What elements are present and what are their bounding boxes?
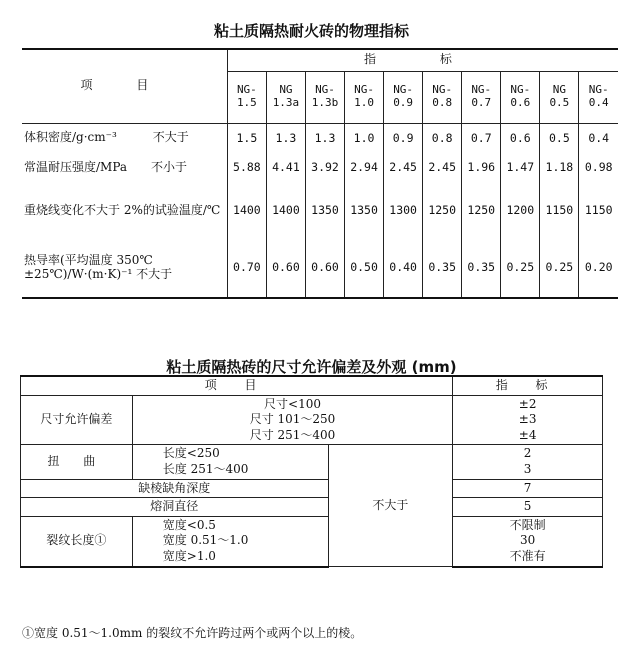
index-item-label: 重烧线变化不大于 2%的试验温度/℃ [24,202,221,217]
index-value: 3.92 [305,153,344,183]
index-value: 0.25 [501,238,540,298]
grade-code: 0.7 [471,96,492,109]
index-value: 4.41 [266,153,305,183]
index-value: 0.40 [384,238,423,298]
index-value: 0.8 [423,123,462,153]
melt-hole-label: 熔洞直径 [21,498,329,517]
twist-range: 长度<250 [162,446,220,461]
grade-prefix: NG- [510,83,531,97]
table2-index-header: 指 标 [453,376,603,395]
grade-header [227,71,266,123]
size-value: ±2 [518,396,537,411]
index-value: 1300 [384,183,423,238]
grade-header [345,71,384,123]
grade-prefix: NG- [432,83,453,97]
melt-hole-value: 5 [453,498,603,517]
size-value: ±4 [518,427,537,442]
index-value: 1.0 [345,123,384,153]
index-value: 1.96 [462,153,501,183]
crack-value: 不限制 [509,517,546,532]
grade-prefix: NG [552,83,566,97]
index-value: 2.45 [423,153,462,183]
index-value: 1250 [423,183,462,238]
index-value: 1150 [579,183,618,238]
index-value: 2.45 [384,153,423,183]
index-row [22,123,618,153]
size-value: ±3 [518,412,537,427]
grade-code: 1.3a [272,96,300,109]
index-value: 1150 [540,183,579,238]
index-value: 1.5 [227,123,266,153]
index-value: 1.18 [540,153,579,183]
index-value: 2.94 [345,153,384,183]
grade-header [462,71,501,123]
index-value: 1400 [266,183,305,238]
size-tolerance-ranges [132,395,452,445]
index-value: 0.70 [227,238,266,298]
physical-index-table [22,48,618,299]
crack-range: 宽度 0.51～1.0 [162,533,249,548]
table2-title: 粘土质隔热砖的尺寸允许偏差及外观 (mm) [166,358,457,376]
index-value: 0.98 [579,153,618,183]
grade-code: 0.4 [588,96,609,109]
grade-header [384,71,423,123]
index-value: 0.60 [305,238,344,298]
twist-ranges [132,445,328,479]
crack-value: 不准有 [509,548,546,563]
index-item-label: 热导率(平均温度 350℃±25℃)/W·(m·K)⁻¹ 不大于 [22,238,227,298]
crack-ranges [132,516,328,566]
twist-value: 3 [523,461,532,476]
item-header: 项 目 [22,49,227,123]
size-tolerance-values [453,395,603,445]
crack-label: 裂纹长度① [21,516,133,566]
grade-code: 1.0 [354,96,374,109]
edge-corner-label: 缺棱缺角深度 [21,479,329,498]
grade-prefix: NG- [354,83,374,97]
grade-code: 1.5 [236,96,257,109]
grade-header [540,71,579,123]
not-more-than-label: 不大于 [328,445,453,567]
table1-title: 粘土质隔热耐火砖的物理指标 [213,22,409,40]
dimension-tolerance-table [20,375,603,568]
size-tolerance-label: 尺寸允许偏差 [21,395,133,445]
index-value: 0.35 [462,238,501,298]
footnote: ①宽度 0.51～1.0mm 的裂纹不允许跨过两个或两个以上的棱。 [22,626,363,640]
twist-value: 2 [523,446,532,461]
index-value: 0.25 [540,238,579,298]
size-range: 尺寸<100 [264,396,321,411]
twist-label: 扭 曲 [21,445,133,479]
twist-range: 长度 251～400 [162,461,249,476]
size-range: 尺寸 251～400 [249,427,336,442]
index-value: 0.35 [423,238,462,298]
size-range: 尺寸 101～250 [249,412,336,427]
grade-prefix: NG- [588,83,609,97]
index-value: 0.60 [266,238,305,298]
grade-prefix: NG [279,83,293,97]
index-header: 指 标 [227,49,618,71]
index-value: 5.88 [227,153,266,183]
grade-code: 0.9 [393,96,414,109]
grade-prefix: NG- [236,83,257,97]
index-row [22,153,618,183]
index-row [22,238,618,298]
index-value: 1.47 [501,153,540,183]
index-value: 0.6 [501,123,540,153]
grade-header [266,71,305,123]
grade-code: 0.8 [432,96,453,109]
index-value: 1.3 [266,123,305,153]
index-value: 1.3 [305,123,344,153]
index-value: 0.20 [579,238,618,298]
grade-code: 0.6 [510,96,531,109]
twist-values [453,445,603,479]
crack-values [453,516,603,566]
grade-header [501,71,540,123]
index-value: 1350 [345,183,384,238]
index-value: 0.4 [579,123,618,153]
grade-header [305,71,344,123]
crack-range: 宽度>1.0 [162,548,216,563]
index-value: 0.5 [540,123,579,153]
table2-item-header: 项 目 [21,376,453,395]
index-value: 0.7 [462,123,501,153]
index-value: 0.50 [345,238,384,298]
crack-value: 30 [519,533,536,548]
index-value: 1250 [462,183,501,238]
crack-range: 宽度<0.5 [162,517,216,532]
grade-prefix: NG- [393,83,414,97]
index-value: 1350 [305,183,344,238]
grade-code: 0.5 [549,96,570,109]
index-value: 1400 [227,183,266,238]
index-value: 1200 [501,183,540,238]
grade-code: 1.3b [311,96,339,109]
grade-header [423,71,462,123]
index-row [22,183,618,238]
grade-prefix: NG- [315,83,335,97]
grade-header [579,71,618,123]
index-item-label: 常温耐压强度/MPa 不小于 [24,160,188,175]
grade-prefix: NG- [471,83,492,97]
index-item-label: 体积密度/g·cm⁻³ 不大于 [22,123,227,153]
edge-corner-value: 7 [453,479,603,498]
index-value: 0.9 [384,123,423,153]
